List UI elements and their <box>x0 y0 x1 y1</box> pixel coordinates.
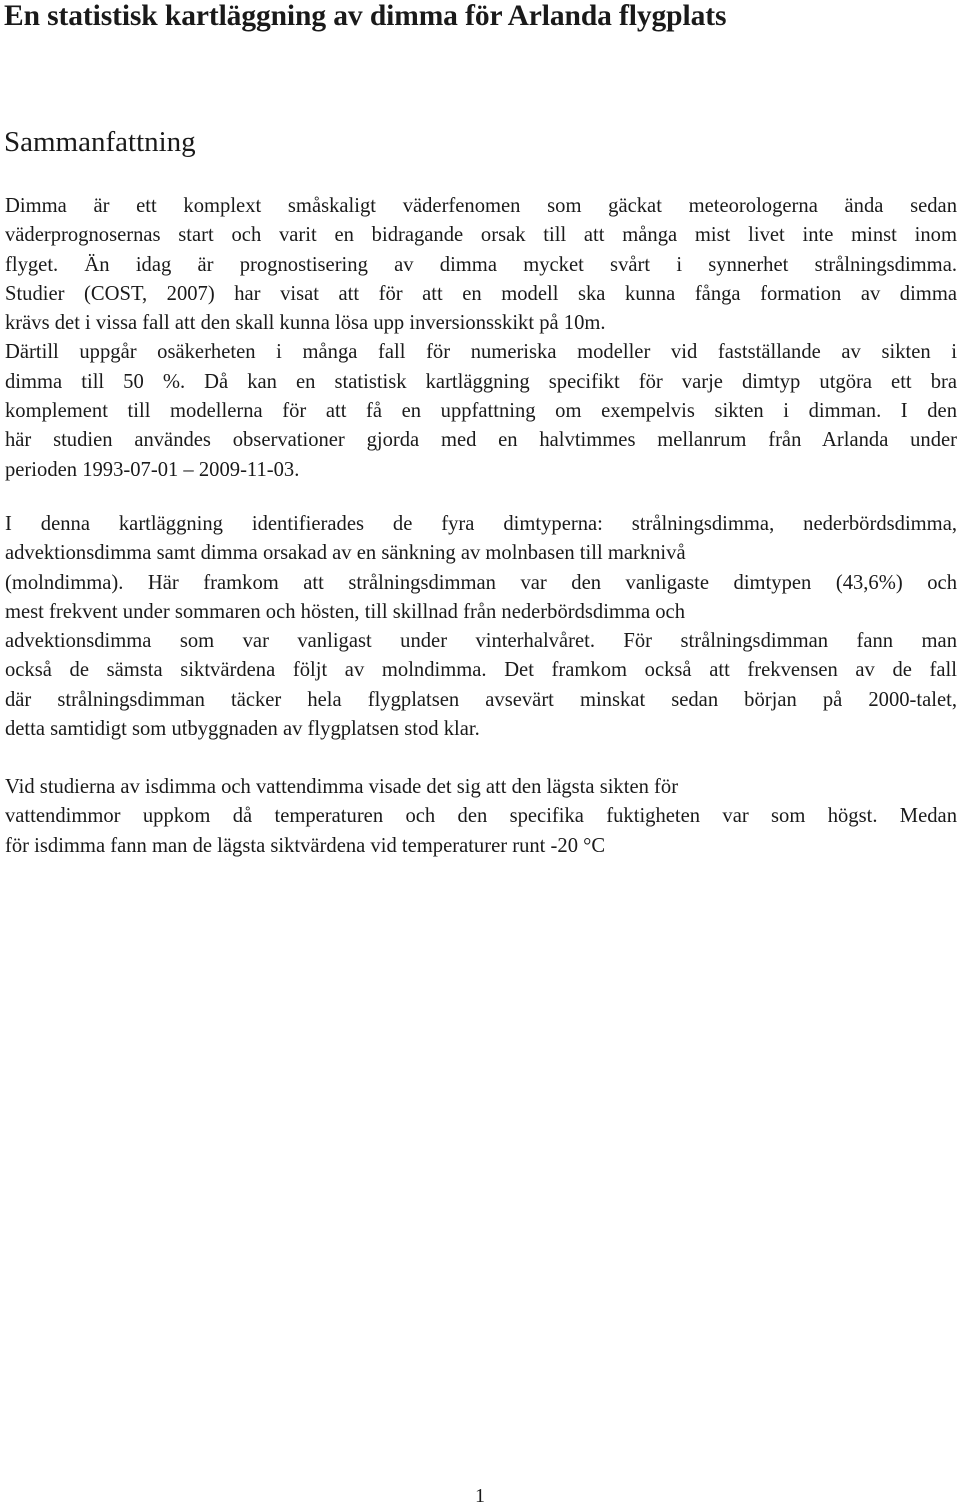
text-line: Studier (COST, 2007) har visat att för att en modell ska kunna fånga formation av dimma <box>5 282 957 305</box>
text-line: Vid studierna av isdimma och vattendimma visade det sig att den lägsta sikten för <box>5 776 679 798</box>
section-heading: Sammanfattning <box>4 126 196 158</box>
text-line: komplement till modellerna för att få en uppfattning om exempelvis sikten i dimman. I den <box>5 400 957 423</box>
text-line: mest frekvent under sommaren och hösten, till skillnad från nederbördsdimma och <box>5 600 685 623</box>
text-line: krävs det i vissa fall att den skall kunna lösa upp inversionsskikt på 10m. <box>5 312 606 335</box>
text-line: perioden 1993-07-01 – 2009-11-03. <box>5 458 300 481</box>
text-line: vattendimmor uppkom då temperaturen och den specifika fuktigheten var som högst. Medan <box>5 805 957 828</box>
text-line: här studien användes observationer gjorda med en halvtimmes mellanrum från Arlanda under <box>5 429 957 452</box>
text-line: advektionsdimma som var vanligast under vinterhalvåret. För strålningsdimman fann man <box>5 630 957 653</box>
text-line: detta samtidigt som utbyggnaden av flygplatsen stod klar. <box>5 718 480 741</box>
text-line: dimma till 50 %. Då kan en statistisk kartläggning specifikt för varje dimtyp utgöra ett bra <box>5 370 957 393</box>
text-line: I denna kartläggning identifierades de fyra dimtyperna: strålningsdimma, nederbördsdimma, <box>5 513 957 535</box>
text-line: för isdimma fann man de lägsta siktvärdena vid temperaturer runt -20 °C <box>5 834 606 857</box>
paragraph-3 <box>5 773 957 861</box>
text-line: väderprognosernas start och varit en bidragande orsak till att många mist livet inte minst inom <box>5 224 957 247</box>
text-line: advektionsdimma samt dimma orsakad av en sänkning av molnbasen till marknivå <box>5 542 686 565</box>
page-number: 1 <box>475 1485 485 1507</box>
text-line: också de sämsta siktvärdena följt av molndimma. Det framkom också att frekvensen av de fall <box>5 659 957 682</box>
paragraph-1 <box>5 192 957 485</box>
document-title: En statistisk kartläggning av dimma för Arlanda flygplats <box>4 0 727 32</box>
paragraph-2 <box>5 510 957 744</box>
text-line: (molndimma). Här framkom att strålningsdimman var den vanligaste dimtypen (43,6%) och <box>5 571 957 594</box>
text-line: Dimma är ett komplext småskaligt väderfenomen som gäckat meteorologerna ända sedan <box>5 195 957 217</box>
text-line: flyget. Än idag är prognostisering av dimma mycket svårt i synnerhet strålningsdimma. <box>5 253 957 276</box>
text-line: Därtill uppgår osäkerheten i många fall för numeriska modeller vid fastställande av sikten i <box>5 341 957 364</box>
text-line: där strålningsdimman täcker hela flygplatsen avsevärt minskat sedan början på 2000-talet, <box>5 688 957 711</box>
